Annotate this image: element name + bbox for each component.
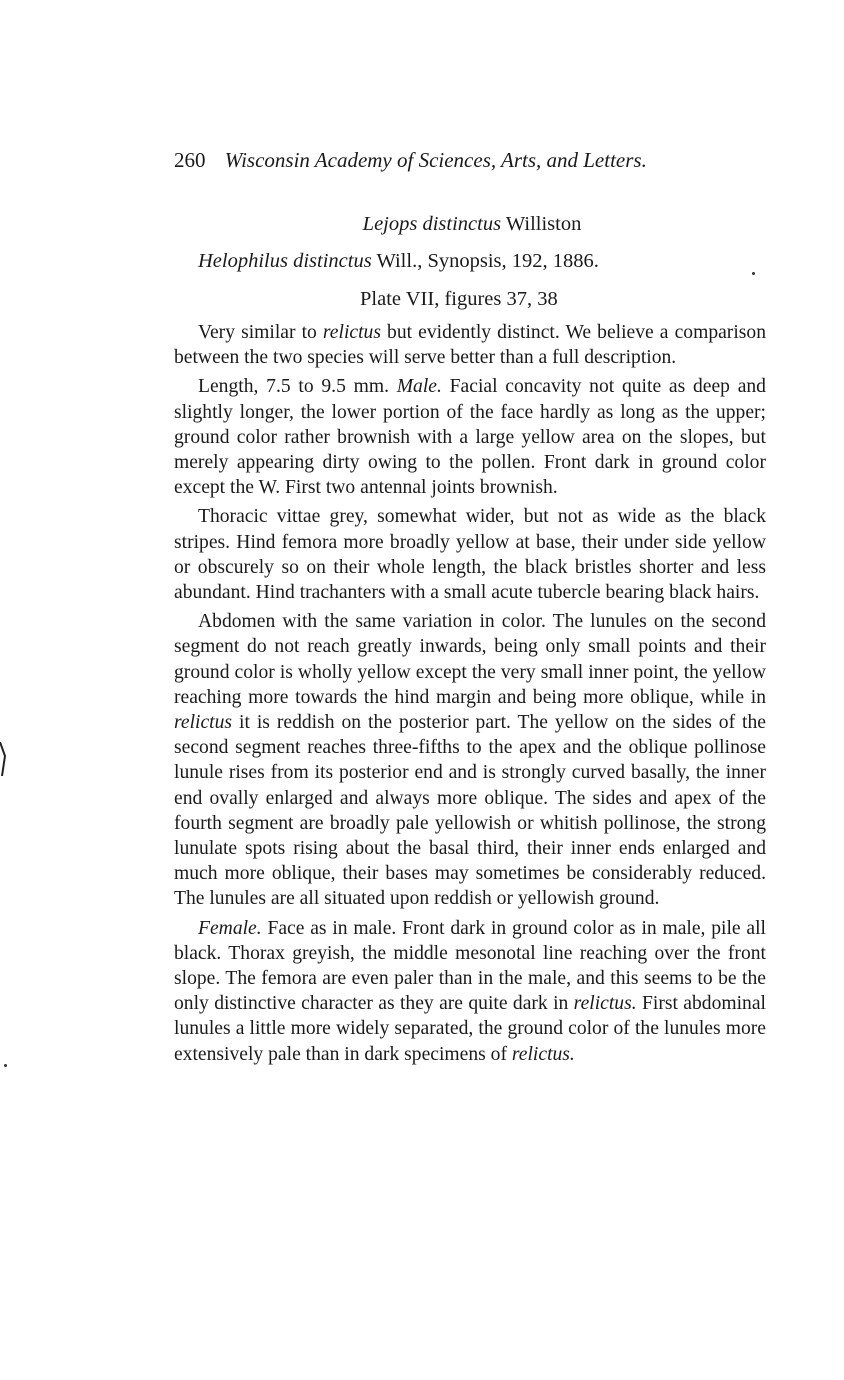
speck [752,272,755,275]
paragraph-5 [174,916,766,1067]
italic-term: relictus [322,322,381,343]
running-header [174,146,734,174]
paragraph-1 [174,320,766,370]
text-run: Very similar to [198,322,323,343]
synonym-line [198,248,599,274]
italic-term: relictus. [573,993,637,1015]
italic-term: Female. [198,917,262,939]
body-text [174,320,766,1071]
plate-reference: Plate VII, figures 37, 38 [360,288,558,310]
synonym-citation: Will., Synopsis, 192, 1886. [376,250,599,272]
text-run: Length, 7.5 to 9.5 mm. [198,376,397,398]
text-run: Thoracic vittae grey, somewhat wider, but not as wide as the black stripes. Hind femora more broadly yellow at base, their under side yellow or obscurely so on their whole length, the black bristles shorter and less abundant. Hind trachanters with a small acute tubercle bearing black hairs. [174,506,766,604]
speck [4,1064,7,1067]
journal-title: Wisconsin Academy of Sciences, Arts, and Letters. [224,148,647,172]
species-heading [0,211,844,237]
text-run: First abdominal lunules a little more widely separated, the ground color of the lunules more extensively pale than in dark specimens of [174,993,766,1065]
italic-term: relictus [174,712,233,734]
paragraph-2 [174,374,766,500]
species-author: Williston [505,213,582,235]
text-run: Facial concavity not quite as deep and slightly longer, the lower portion of the face hardly as long as the upper; ground color rather brownish with a large yellow area on the slopes, but merely appearing dirty owing to the pollen. Front dark in ground color except the W. First two antennal joints brownish. [174,376,766,499]
synonym-name: Helophilus distinctus [198,250,372,272]
text-run: Face as in male. Front dark in ground color as in male, pile all black. Thorax greyish, the middle mesonotal line reaching over the front slope. The femora are even paler than in the male, and this seems to be the only distinctive character as they are quite dark in [174,917,766,1015]
text-run: it is reddish on the posterior part. The yellow on the sides of the second segment reaches three-fifths to the apex and the oblique pollinose lunule rises from its posterior end and is strongly curved basally, the inner end ovally enlarged and always more oblique. The sides and apex of the fourth segment are broadly pale yellowish or whitish pollinose, the strong lunulate spots rising about the basal third, their inner ends enlarged and much more oblique, their bases may sometimes be considerably reduced. The lunules are all situated upon reddish or yellowish ground. [174,712,766,910]
species-epithet: distinctus [422,213,502,235]
species-genus: Lejops [362,213,418,235]
paragraph-3 [174,504,766,605]
page-number: 260 [174,148,206,172]
text-run: but evidently distinct. We believe a comparison between the two species will serve better than a full description. [174,322,766,369]
margin-mark [0,742,7,776]
italic-term: relictus. [511,1043,575,1065]
text-run: Abdomen with the same variation in color. The lunules on the second segment do not reach greatly inwards, being only small points and their ground color is wholly yellow except the very small inner point, the yellow reaching more towards the hind margin and being more oblique, while in [174,611,766,708]
italic-term: Male. [396,376,442,398]
paragraph-4 [174,609,766,911]
